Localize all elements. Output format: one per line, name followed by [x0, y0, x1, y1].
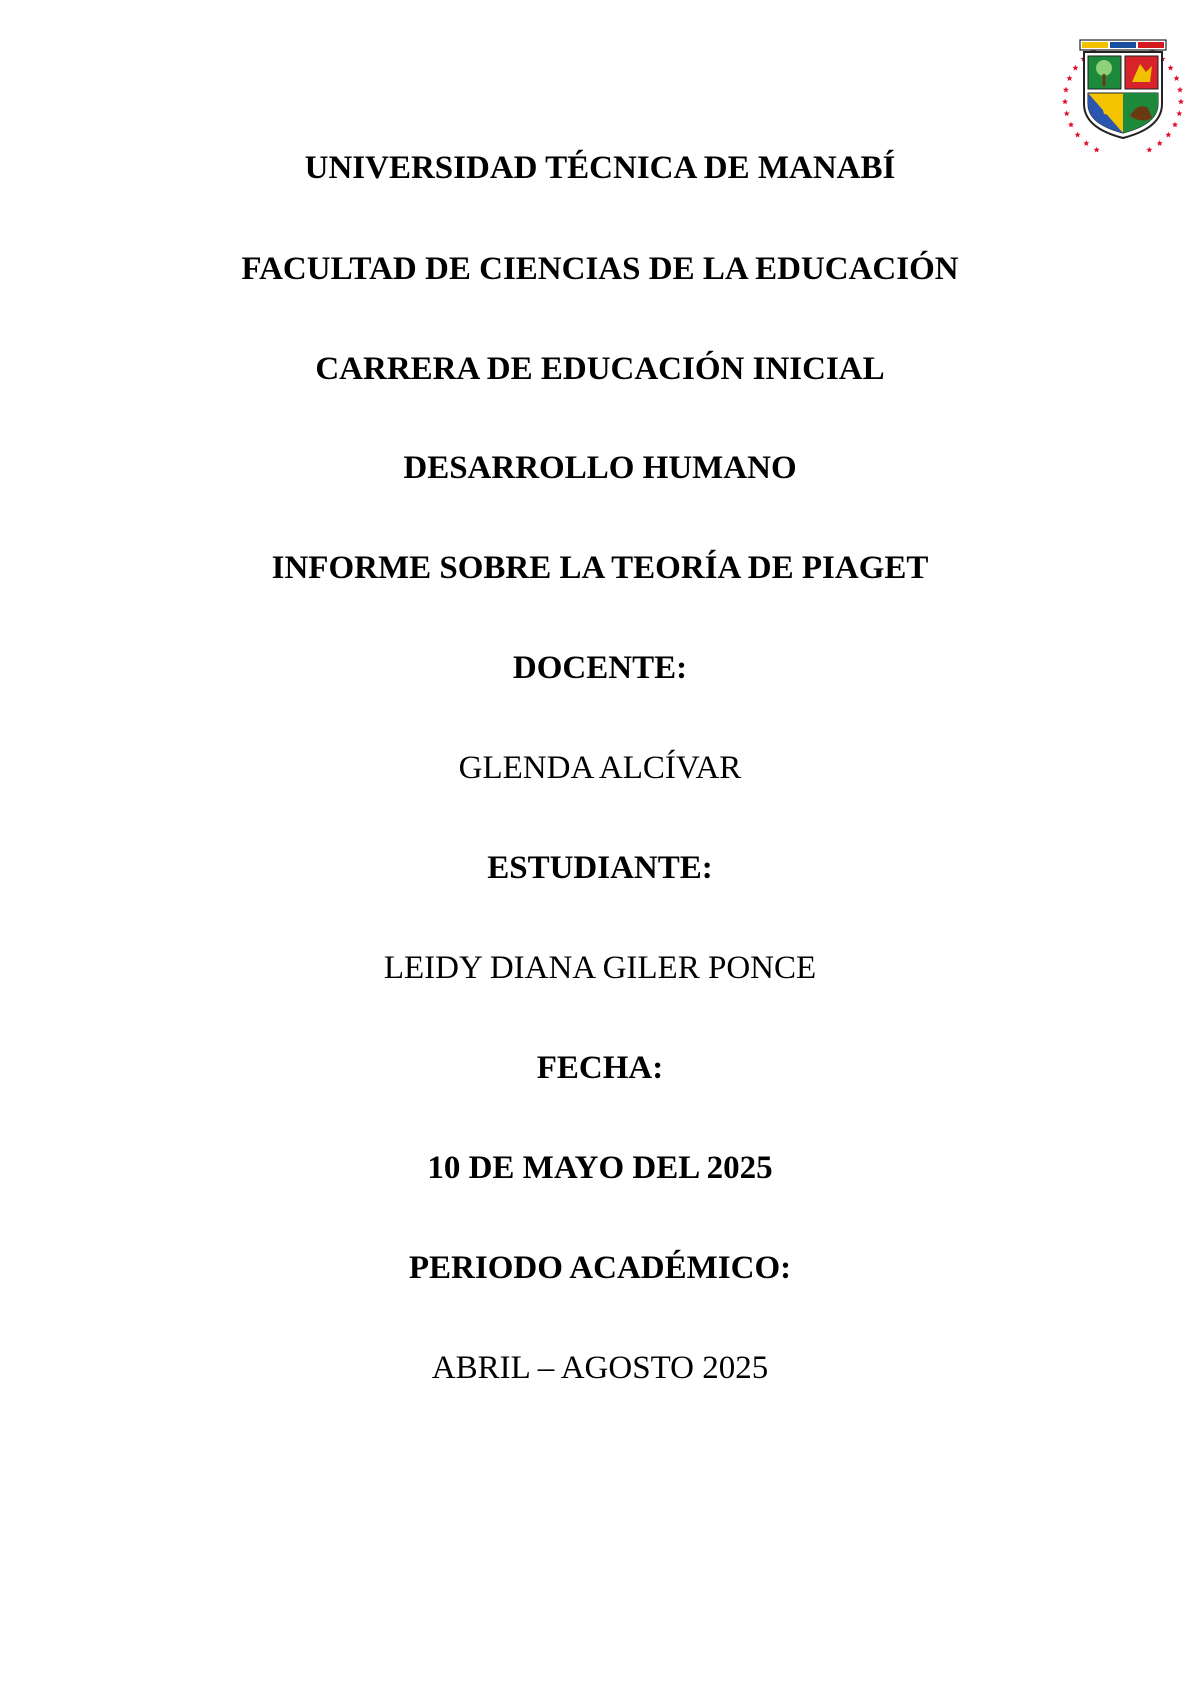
subject-name: DESARROLLO HUMANO [403, 450, 797, 486]
period-value: ABRIL – AGOSTO 2025 [431, 1350, 769, 1386]
date-value: 10 DE MAYO DEL 2025 [427, 1150, 773, 1186]
faculty-name: FACULTAD DE CIENCIAS DE LA EDUCACIÓN [241, 251, 959, 287]
university-crest-icon [1060, 36, 1186, 160]
period-label: PERIODO ACADÉMICO: [408, 1250, 792, 1286]
career-name: CARRERA DE EDUCACIÓN INICIAL [315, 351, 885, 387]
teacher-name: GLENDA ALCÍVAR [458, 750, 742, 786]
student-name: LEIDY DIANA GILER PONCE [383, 950, 817, 986]
report-title: INFORME SOBRE LA TEORÍA DE PIAGET [271, 550, 929, 586]
date-label: FECHA: [536, 1050, 664, 1086]
teacher-label: DOCENTE: [512, 650, 688, 686]
student-label: ESTUDIANTE: [487, 850, 713, 886]
university-name: UNIVERSIDAD TÉCNICA DE MANABÍ [304, 150, 896, 186]
